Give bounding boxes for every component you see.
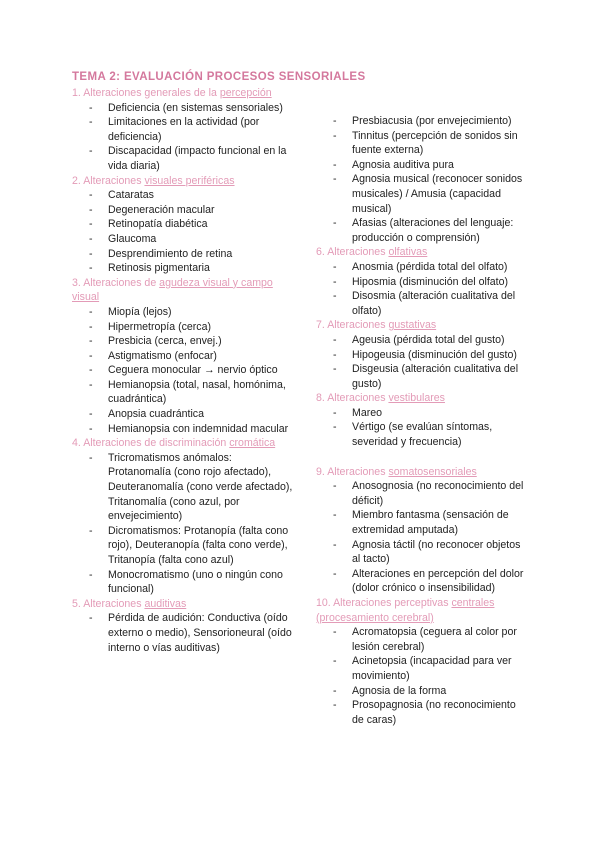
section-heading-prefix: 2. Alteraciones xyxy=(72,174,145,187)
section-8 xyxy=(316,391,530,449)
section-9 xyxy=(316,465,530,596)
section-list xyxy=(316,260,530,318)
section-list xyxy=(72,451,294,597)
list-item: - Desprendimiento de retina xyxy=(72,247,294,262)
section-heading-link[interactable]: gustativas xyxy=(388,319,437,332)
list-item: - Agnosia táctil (no reconocer objetos al tacto) xyxy=(316,538,530,567)
list-item: - Retinopatía diabética xyxy=(72,217,294,232)
list-item: - Agnosia musical (reconocer sonidos musicales) / Amusia (capacidad musical) xyxy=(316,172,530,216)
section-heading-prefix: 7. Alteraciones xyxy=(316,319,389,332)
list-item: - Disgeusia (alteración cualitativa del gusto) xyxy=(316,362,530,391)
section-heading-link[interactable]: vestibulares xyxy=(388,392,445,405)
section-heading-prefix: 5. Alteraciones xyxy=(72,597,145,610)
list-item: - Agnosia de la forma xyxy=(316,684,530,699)
section-list xyxy=(316,479,530,596)
left-column xyxy=(72,86,294,655)
section-heading-prefix: 1. Alteraciones generales de la xyxy=(72,87,220,99)
section-heading xyxy=(72,597,294,612)
list-item: - Acinetopsia (incapacidad para ver movimiento) xyxy=(316,654,530,683)
section-list xyxy=(316,333,530,391)
section-7 xyxy=(316,318,530,391)
list-item: - Hemianopsia con indemnidad macular xyxy=(72,422,294,437)
section-heading-link[interactable]: percepción xyxy=(219,87,272,99)
section-heading-prefix: 10. Alteraciones perceptivas xyxy=(316,597,452,609)
section-heading-prefix: 3. Alteraciones de xyxy=(72,276,160,289)
list-item: - Acromatopsia (ceguera al color por lesión cerebral) xyxy=(316,625,530,654)
continued-list xyxy=(316,114,530,245)
list-item: - Pérdida de audición: Conductiva (oído externo o medio), Sensorioneural (oído interno o vías auditivas) xyxy=(72,611,294,655)
section-2 xyxy=(72,174,294,276)
section-heading-prefix: 9. Alteraciones xyxy=(316,465,389,478)
spacer xyxy=(316,450,530,465)
list-item: - Presbiacusia (por envejecimiento) xyxy=(316,114,530,129)
section-heading-link[interactable]: centrales (procesamiento cerebral) xyxy=(316,597,495,624)
section-heading-link[interactable]: visuales periféricas xyxy=(144,174,235,187)
page-title: TEMA 2: EVALUACIÓN PROCESOS SENSORIALES xyxy=(72,71,366,83)
section-heading xyxy=(316,391,530,406)
section-heading xyxy=(72,276,294,305)
list-item: - Miopía (lejos) xyxy=(72,305,294,320)
list-item: - Hemianopsia (total, nasal, homónima, cuadrántica) xyxy=(72,378,294,407)
list-item: - Tinnitus (percepción de sonidos sin fuente externa) xyxy=(316,129,530,158)
right-column xyxy=(316,114,530,727)
section-heading xyxy=(316,245,530,260)
list-item: - Discapacidad (impacto funcional en la vida diaria) xyxy=(72,144,294,173)
section-heading-prefix: 6. Alteraciones xyxy=(316,246,389,259)
section-heading xyxy=(72,174,294,189)
list-item: - Mareo xyxy=(316,406,530,421)
list-item: - Hipermetropía (cerca) xyxy=(72,320,294,335)
list-item: - Vértigo (se evalúan síntomas, severidad y frecuencia) xyxy=(316,420,530,449)
section-list xyxy=(316,406,530,450)
section-list xyxy=(316,625,530,727)
list-item: - Cataratas xyxy=(72,188,294,203)
section-10 xyxy=(316,596,530,727)
section-6 xyxy=(316,245,530,318)
list-item: - Ceguera monocular → nervio óptico xyxy=(72,363,294,378)
section-list xyxy=(72,611,294,655)
section-list xyxy=(72,188,294,276)
section-heading-link[interactable]: cromática xyxy=(229,437,276,450)
list-item: - Astigmatismo (enfocar) xyxy=(72,349,294,364)
list-item: - Retinosis pigmentaria xyxy=(72,261,294,276)
section-heading xyxy=(72,436,294,451)
section-heading-link[interactable]: auditivas xyxy=(144,597,187,610)
list-item: - Hiposmia (disminución del olfato) xyxy=(316,275,530,290)
section-heading-link[interactable]: agudeza visual y campo visual xyxy=(72,276,273,304)
list-item: - Anopsia cuadrántica xyxy=(72,407,294,422)
section-heading-prefix: 8. Alteraciones xyxy=(316,392,389,405)
list-item: - Monocromatismo (uno o ningún cono funcional) xyxy=(72,568,294,597)
section-4 xyxy=(72,436,294,597)
list-item: - Glaucoma xyxy=(72,232,294,247)
section-heading-link[interactable]: somatosensoriales xyxy=(388,465,477,478)
section-heading-link[interactable]: olfativas xyxy=(388,246,428,259)
section-heading xyxy=(316,465,530,480)
list-item: - Agnosia auditiva pura xyxy=(316,158,530,173)
list-item: - Ageusia (pérdida total del gusto) xyxy=(316,333,530,348)
list-item: - Tricromatismos anómalos: Protanomalía (cono rojo afectado), Deuteranomalía (cono verde afectado), Tritanomalía (cono azul, por envejecimiento) xyxy=(72,451,294,524)
list-item: - Presbicia (cerca, envej.) xyxy=(72,334,294,349)
list-item: - Anosognosia (no reconocimiento del déficit) xyxy=(316,479,530,508)
list-item: - Prosopagnosia (no reconocimiento de caras) xyxy=(316,698,530,727)
section-heading-prefix: 4. Alteraciones de discriminación xyxy=(72,437,230,450)
section-heading xyxy=(316,318,530,333)
section-list xyxy=(72,101,294,174)
list-item: - Alteraciones en percepción del dolor (dolor crónico o insensibilidad) xyxy=(316,567,530,596)
list-item: - Limitaciones en la actividad (por deficiencia) xyxy=(72,115,294,144)
list-item: - Afasias (alteraciones del lenguaje: producción o comprensión) xyxy=(316,216,530,245)
list-item: - Disosmia (alteración cualitativa del olfato) xyxy=(316,289,530,318)
section-heading xyxy=(316,596,530,625)
list-item: - Anosmia (pérdida total del olfato) xyxy=(316,260,530,275)
list-item: - Miembro fantasma (sensación de extremidad amputada) xyxy=(316,508,530,537)
section-5 xyxy=(72,597,294,655)
list-item: - Hipogeusia (disminución del gusto) xyxy=(316,348,530,363)
list-item: - Degeneración macular xyxy=(72,203,294,218)
list-item: - Deficiencia (en sistemas sensoriales) xyxy=(72,101,294,116)
section-1 xyxy=(72,86,294,174)
list-item: - Dicromatismos: Protanopía (falta cono rojo), Deuteranopía (falta cono verde), Tritanopía (falta cono azul) xyxy=(72,524,294,568)
section-3 xyxy=(72,276,294,437)
section-list xyxy=(72,305,294,436)
section-heading xyxy=(72,86,294,101)
